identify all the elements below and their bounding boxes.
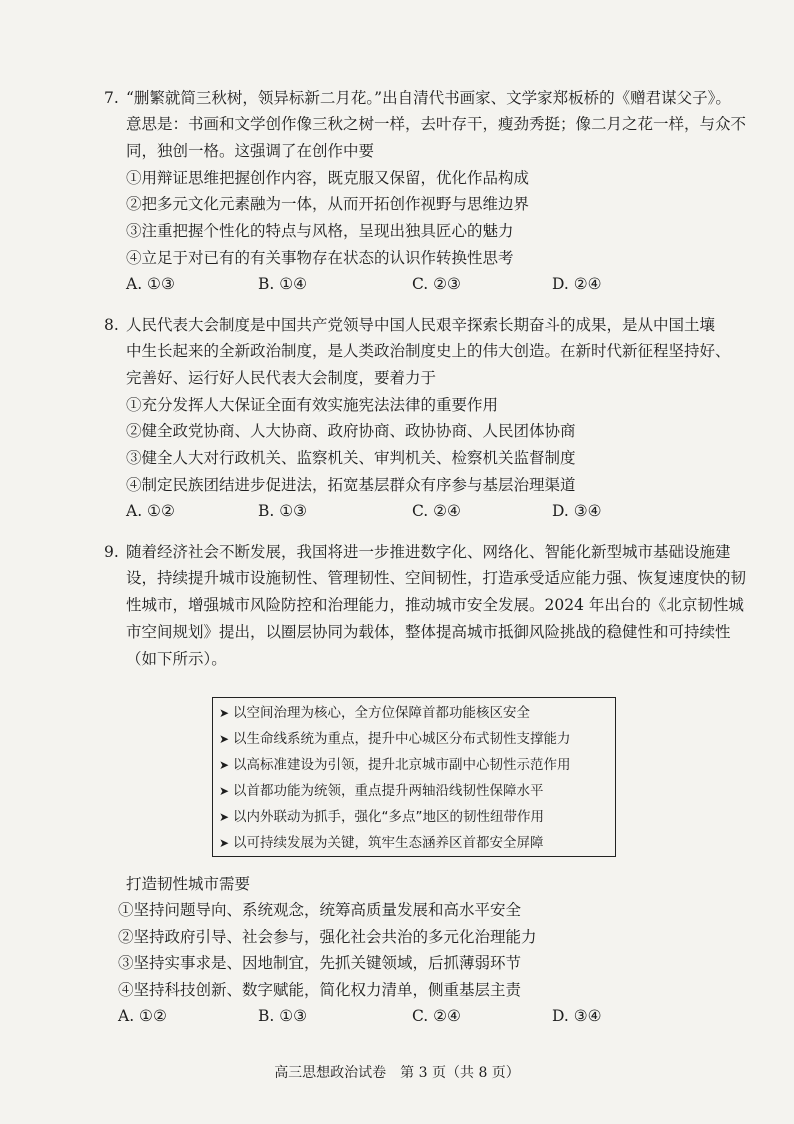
q9-option-c[interactable]: C. ②④ (412, 1007, 461, 1025)
q9-line-3: 性城市，增强城市风险防控和治理能力，推动城市安全发展。2024 年出台的《北京韧性城 (126, 596, 744, 614)
arrow-right-icon: ➤ (219, 810, 230, 824)
q8-number: 8. (104, 316, 119, 334)
q8-statement-3: ③健全人大对行政机关、监察机关、审判机关、检察机关监督制度 (126, 449, 576, 467)
q8-statement-2: ②健全政党协商、人大协商、政府协商、政协协商、人民团体协商 (126, 422, 576, 440)
q7-statement-2: ②把多元文化元素融为一体，从而开拓创作视野与思维边界 (126, 195, 530, 213)
q8-option-c[interactable]: C. ②④ (412, 502, 461, 520)
q7-statement-4: ④立足于对已有的有关事物存在状态的认识作转换性思考 (126, 249, 514, 267)
q8-option-a[interactable]: A. ①② (126, 502, 175, 520)
q9-line-2: 设，持续提升城市设施韧性、管理韧性、空间韧性，打造承受适应能力强、恢复速度快的韧 (126, 569, 747, 587)
q8-statement-1: ①充分发挥人大保证全面有效实施宪法法律的重要作用 (126, 396, 499, 414)
q7-option-d[interactable]: D. ②④ (552, 275, 602, 293)
q8-line-3: 完善好、运行好人民代表大会制度，要着力于 (126, 369, 437, 387)
q8-line-1: 8. 人民代表大会制度是中国共产党领导中国人民艰辛探索长期奋斗的成果，是从中国土壤 (104, 316, 716, 334)
q9-number: 9. (104, 543, 119, 561)
q9-option-b[interactable]: B. ①③ (258, 1007, 308, 1025)
q9-statement-1: ①坚持问题导向、系统观念，统筹高质量发展和高水平安全 (118, 901, 522, 919)
q7-option-a[interactable]: A. ①③ (126, 275, 175, 293)
q8-option-d[interactable]: D. ③④ (552, 502, 602, 520)
plan-item: ➤ 以空间治理为核心，全方位保障首都功能核区安全 (219, 700, 609, 726)
q7-option-b[interactable]: B. ①④ (258, 275, 308, 293)
q8-option-b[interactable]: B. ①③ (258, 502, 308, 520)
q7-line-3: 同，独创一格。这强调了在创作中要 (126, 142, 375, 160)
q7-option-c[interactable]: C. ②③ (412, 275, 461, 293)
q7-line-2: 意思是：书画和文学创作像三秋之树一样，去叶存干，瘦劲秀挺；像二月之花一样，与众不 (126, 115, 747, 133)
q7-statement-1: ①用辩证思维把握创作内容，既克服又保留，优化作品构成 (126, 169, 530, 187)
q9-statement-4: ④坚持科技创新、数字赋能，简化权力清单，侧重基层主责 (118, 981, 522, 999)
q9-stem: 打造韧性城市需要 (126, 875, 251, 893)
arrow-right-icon: ➤ (219, 836, 230, 850)
q9-statement-3: ③坚持实事求是、因地制宜，先抓关键领域，后抓薄弱环节 (118, 954, 522, 972)
arrow-right-icon: ➤ (219, 732, 230, 746)
plan-item: ➤ 以内外联动为抓手，强化“多点”地区的韧性纽带作用 (219, 804, 609, 830)
q7-number: 7. (104, 89, 119, 107)
q8-line-2: 中生长起来的全新政治制度，是人类政治制度史上的伟大创造。在新时代新征程坚持好、 (126, 342, 731, 360)
q9-line-1: 9. 随着经济社会不断发展，我国将进一步推进数字化、网络化、智能化新型城市基础设施建 (104, 543, 731, 561)
plan-item: ➤ 以高标准建设为引领，提升北京城市副中心韧性示范作用 (219, 752, 609, 778)
plan-item: ➤ 以首都功能为统领，重点提升两轴沿线韧性保障水平 (219, 778, 609, 804)
q9-option-a[interactable]: A. ①② (118, 1007, 167, 1025)
q7-line-1: 7. “删繁就简三秋树，领异标新二月花。”出自清代书画家、文学家郑板桥的《赠君谋父子》。 (104, 89, 731, 107)
page-footer: 高三思想政治试卷 第 3 页（共 8 页） (274, 1065, 520, 1081)
q9-option-d[interactable]: D. ③④ (552, 1007, 602, 1025)
q9-statement-2: ②坚持政府引导、社会参与，强化社会共治的多元化治理能力 (118, 928, 537, 946)
arrow-right-icon: ➤ (219, 706, 230, 720)
resilient-city-plan-box (212, 697, 616, 857)
arrow-right-icon: ➤ (219, 758, 230, 772)
plan-item: ➤ 以生命线系统为重点，提升中心城区分布式韧性支撑能力 (219, 726, 609, 752)
q8-statement-4: ④制定民族团结进步促进法，拓宽基层群众有序参与基层治理渠道 (126, 476, 576, 494)
plan-item: ➤ 以可持续发展为关键，筑牢生态涵养区首都安全屏障 (219, 830, 609, 856)
q9-line-4: 市空间规划》提出，以圈层协同为载体，整体提高城市抵御风险挑战的稳健性和可持续性 (126, 623, 731, 641)
q9-line-5: （如下所示）。 (126, 650, 227, 668)
q7-statement-3: ③注重把握个性化的特点与风格，呈现出独具匠心的魅力 (126, 222, 514, 240)
arrow-right-icon: ➤ (219, 784, 230, 798)
